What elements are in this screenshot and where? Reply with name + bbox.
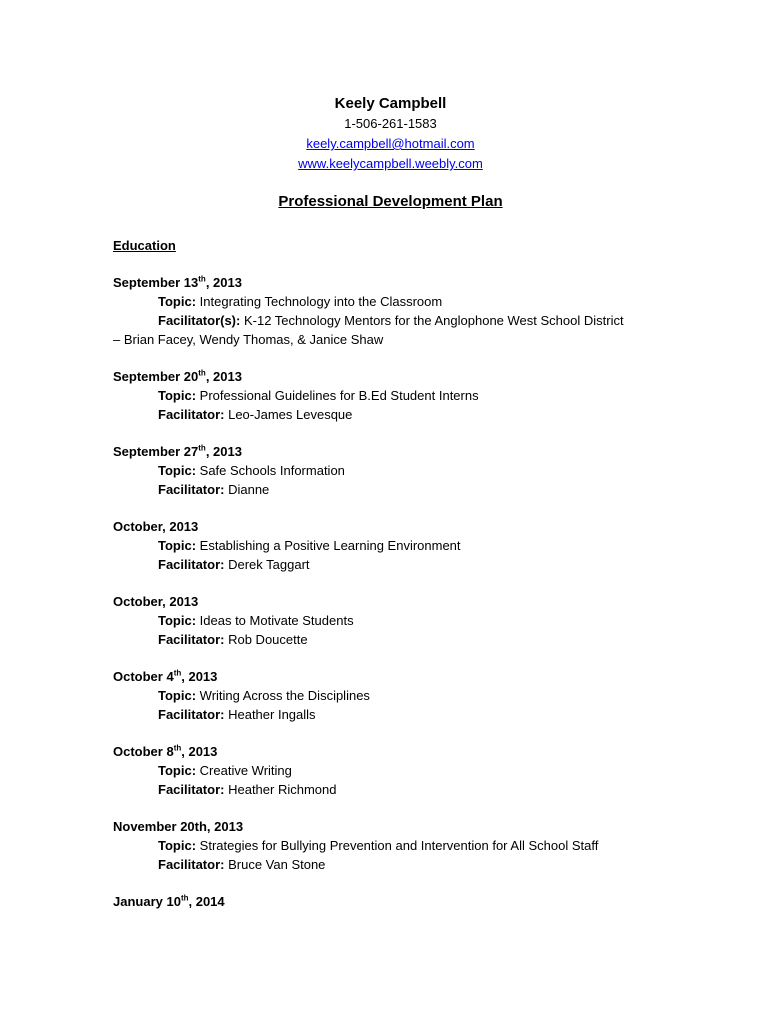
entry-facilitator: Facilitator: Heather Ingalls xyxy=(158,707,316,722)
entry xyxy=(113,667,668,724)
entry xyxy=(113,742,668,799)
email-link[interactable]: keely.campbell@hotmail.com xyxy=(306,136,475,151)
entry-date: October, 2013 xyxy=(113,519,199,534)
section-heading-education: Education xyxy=(113,238,176,253)
author-name: Keely Campbell xyxy=(334,95,447,112)
website-link[interactable]: www.keelycampbell.weebly.com xyxy=(298,156,483,171)
entry-date: September 27th, 2013 xyxy=(113,443,242,459)
website-line xyxy=(113,154,668,174)
phone-number: 1-506-261-1583 xyxy=(344,116,437,131)
entry-topic: Topic: Creative Writing xyxy=(158,763,292,778)
entry-facilitator: Facilitator: Rob Doucette xyxy=(158,632,308,647)
email-line xyxy=(113,134,668,154)
entry-topic: Topic: Establishing a Positive Learning Environment xyxy=(158,538,461,553)
entry-topic: Topic: Safe Schools Information xyxy=(158,463,345,478)
entry-topic: Topic: Integrating Technology into the Classroom xyxy=(158,294,443,309)
entry-facilitator: Facilitator: Bruce Van Stone xyxy=(158,857,326,872)
document-title: Professional Development Plan xyxy=(278,193,503,210)
entry-topic: Topic: Ideas to Motivate Students xyxy=(158,613,354,628)
entry xyxy=(113,892,668,911)
entry-facilitator: Facilitator: Heather Richmond xyxy=(158,782,337,797)
contact-header xyxy=(0,94,768,174)
entry xyxy=(113,517,668,574)
entry-topic: Topic: Professional Guidelines for B.Ed Student Interns xyxy=(158,388,479,403)
entry-topic: Topic: Strategies for Bullying Prevention and Intervention for All School Staff xyxy=(158,838,599,853)
entry-date: September 20th, 2013 xyxy=(113,368,242,384)
entry-date: January 10th, 2014 xyxy=(113,893,225,909)
entry-date: October, 2013 xyxy=(113,594,199,609)
entry-topic: Topic: Writing Across the Disciplines xyxy=(158,688,370,703)
entry-date: September 13th, 2013 xyxy=(113,274,242,290)
entry-facilitator: Facilitator(s): K-12 Technology Mentors for the Anglophone West School District xyxy=(158,313,624,328)
entry-facilitator-continued: – Brian Facey, Wendy Thomas, & Janice Shaw xyxy=(113,332,384,347)
entry xyxy=(113,367,668,424)
entry xyxy=(113,592,668,649)
entry-date: November 20th, 2013 xyxy=(113,819,244,834)
entry-facilitator: Facilitator: Derek Taggart xyxy=(158,557,310,572)
entry xyxy=(113,273,668,349)
entry-date: October 4th, 2013 xyxy=(113,668,218,684)
entry-facilitator: Facilitator: Dianne xyxy=(158,482,270,497)
entry xyxy=(113,442,668,499)
entry-facilitator: Facilitator: Leo-James Levesque xyxy=(158,407,353,422)
entry xyxy=(113,817,668,874)
entry-date: October 8th, 2013 xyxy=(113,743,218,759)
